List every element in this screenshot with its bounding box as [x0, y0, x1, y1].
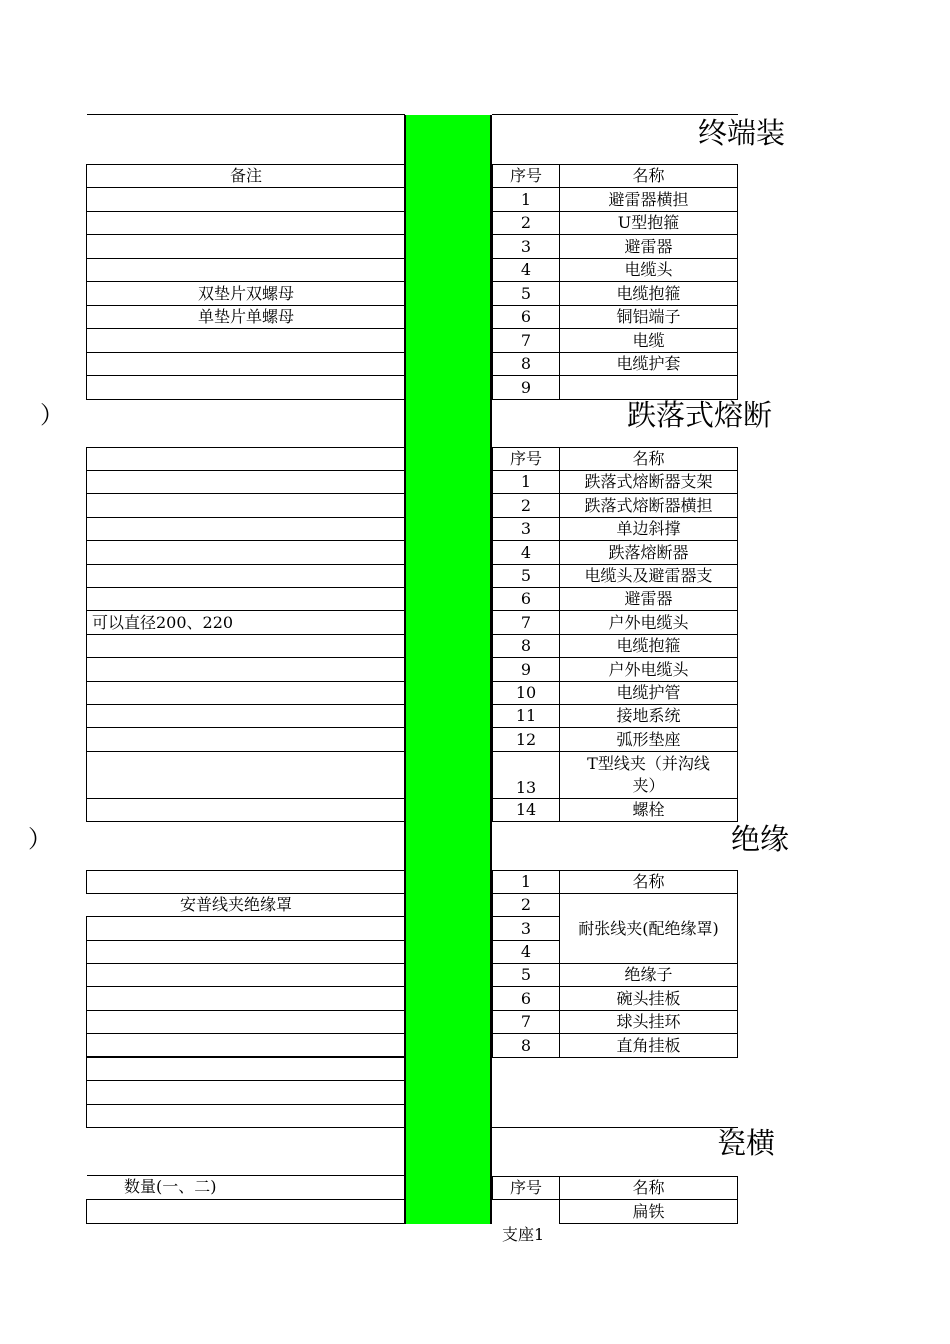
section2-seq-cell: 8	[492, 634, 560, 658]
section2-name-cell: 跌落式熔断器横担	[559, 493, 738, 518]
section2-name-cell: 户外电缆头	[559, 610, 738, 635]
section3-merged-name: 耐张线夹(配绝缘罩)	[559, 893, 738, 964]
section2-seq-cell: 14	[492, 798, 560, 822]
section1-note-cell	[86, 234, 406, 259]
section2-seq-cell: 7	[492, 610, 560, 635]
section3-note-row	[86, 940, 406, 964]
section3-title: 绝缘	[731, 822, 790, 856]
section4-footer-label: 支座1	[502, 1225, 545, 1244]
section3-note-row	[86, 916, 406, 941]
section1-name-header: 名称	[559, 164, 738, 188]
section4-top-rule-right	[492, 1127, 738, 1128]
section2-seq-cell: 2	[492, 493, 560, 518]
section2-name-cell: 螺栓	[559, 798, 738, 822]
section2-top-rule-left	[87, 399, 405, 400]
section1-seq-cell: 9	[492, 375, 560, 400]
section2-note-cell	[86, 751, 406, 799]
section3-note-cell	[86, 963, 406, 987]
section1-seq-cell: 5	[492, 281, 560, 306]
section1-note-cell	[86, 328, 406, 353]
section2-note-cell	[86, 493, 406, 518]
section1-name-cell: 避雷器	[559, 234, 738, 259]
section3-note-cell	[86, 1010, 406, 1034]
section4-note-header: 数量(一、二)	[124, 1177, 217, 1196]
section1-seq-cell: 1	[492, 187, 560, 212]
section1-seq-header: 序号	[492, 164, 560, 188]
section3-seq-cell: 7	[492, 1010, 560, 1034]
section1-seq-cell: 3	[492, 234, 560, 259]
section2-seq-cell: 11	[492, 704, 560, 728]
section2-seq-cell: 5	[492, 564, 560, 588]
section1-name-cell: 避雷器横担	[559, 187, 738, 212]
section1-seq-cell: 6	[492, 305, 560, 329]
section1-name-cell: 电缆头	[559, 258, 738, 282]
section1-note-cell	[86, 375, 406, 400]
section1-name-cell: 铜铝端子	[559, 305, 738, 329]
section3-note-cell	[86, 1033, 406, 1058]
section3-top-rule-left	[87, 821, 405, 822]
section1-note-cell	[86, 352, 406, 376]
section2-note-cell	[86, 798, 406, 822]
section2-name-cell: 接地系统	[559, 704, 738, 728]
section3-name-cell: 碗头挂板	[559, 986, 738, 1011]
section3-name-header: 名称	[559, 870, 738, 894]
section1-name-cell: 电缆护套	[559, 352, 738, 376]
section3-note-header	[86, 870, 406, 894]
section3-note-cell	[86, 986, 406, 1011]
section2-note-cell	[86, 681, 406, 705]
section3-seq-cell: 2	[492, 893, 560, 917]
section2-name-cell: 跌落熔断器	[559, 540, 738, 565]
section4-note-row	[86, 1199, 406, 1224]
section2-name-cell: 户外电缆头	[559, 657, 738, 682]
section1-top-rule-right	[492, 114, 738, 115]
section3-empty-note-row	[86, 1104, 406, 1128]
section2-name-cell: 避雷器	[559, 587, 738, 611]
section4-title: 瓷横	[717, 1126, 776, 1160]
section2-note-cell	[86, 517, 406, 541]
section2-name-cell: 单边斜撑	[559, 517, 738, 541]
section2-seq-cell: 10	[492, 681, 560, 705]
section3-merged-note: 安普线夹绝缘罩	[180, 895, 293, 914]
section3-empty-note-row	[86, 1080, 406, 1105]
section2-name-cell: 弧形垫座	[559, 727, 738, 752]
section2-seq-cell: 3	[492, 517, 560, 541]
section2-seq-cell: 4	[492, 540, 560, 565]
section2-note-cell	[86, 634, 406, 658]
section1-title: 终端装	[698, 116, 786, 150]
section3-name-cell: 球头挂环	[559, 1010, 738, 1034]
section3-seq-header: 1	[492, 870, 560, 894]
section2-paren: ）	[40, 401, 64, 429]
section2-seq-cell: 1	[492, 470, 560, 494]
section2-note-cell	[86, 470, 406, 494]
section2-note-header	[86, 447, 406, 471]
section2-name-cell: T型线夹（并沟线夹）	[559, 751, 738, 799]
section4-name-cell: 扁铁	[559, 1199, 738, 1224]
section1-seq-cell: 8	[492, 352, 560, 376]
section1-name-cell: U型抱箍	[559, 211, 738, 235]
section1-seq-cell: 4	[492, 258, 560, 282]
section1-seq-cell: 2	[492, 211, 560, 235]
section1-top-rule-left	[87, 114, 405, 115]
section2-note-cell	[86, 657, 406, 682]
section1-note-cell	[86, 187, 406, 212]
section3-seq-cell: 5	[492, 963, 560, 987]
section2-name-cell: 电缆抱箍	[559, 634, 738, 658]
section2-seq-cell: 6	[492, 587, 560, 611]
section1-note-cell: 单垫片单螺母	[86, 305, 406, 329]
section2-note-cell	[86, 727, 406, 752]
section1-seq-cell: 7	[492, 328, 560, 353]
section2-name-cell: 电缆头及避雷器支	[559, 564, 738, 588]
section1-name-cell: 电缆抱箍	[559, 281, 738, 306]
section2-name-cell: 电缆护管	[559, 681, 738, 705]
section1-name-cell: 电缆	[559, 328, 738, 353]
section2-seq-cell: 13	[492, 751, 560, 799]
section1-note-cell	[86, 258, 406, 282]
section2-note-cell	[86, 704, 406, 728]
section4-name-header: 名称	[559, 1176, 738, 1200]
section3-seq-cell: 8	[492, 1033, 560, 1058]
section1-note-cell	[86, 211, 406, 235]
section3-seq-cell: 6	[492, 986, 560, 1011]
section1-name-cell	[559, 375, 738, 400]
section1-note-cell: 双垫片双螺母	[86, 281, 406, 306]
section4-rule-left	[87, 1175, 405, 1176]
green-separator-column	[406, 115, 491, 1224]
section2-note-cell: 可以直径200、220	[86, 610, 406, 635]
section2-name-cell: 跌落式熔断器支架	[559, 470, 738, 494]
section4-seq-header: 序号	[492, 1176, 560, 1200]
section2-seq-header: 序号	[492, 447, 560, 471]
section2-seq-cell: 9	[492, 657, 560, 682]
section1-note-header: 备注	[86, 164, 406, 188]
section2-name-header: 名称	[559, 447, 738, 471]
section2-note-cell	[86, 587, 406, 611]
section2-title: 跌落式熔断	[627, 398, 773, 432]
section2-seq-cell: 12	[492, 727, 560, 752]
section3-name-cell: 直角挂板	[559, 1033, 738, 1058]
section3-name-cell: 绝缘子	[559, 963, 738, 987]
section2-note-cell	[86, 540, 406, 565]
section3-seq-cell: 3	[492, 916, 560, 941]
section3-paren: ）	[28, 825, 52, 853]
section2-note-cell	[86, 564, 406, 588]
section3-empty-note-row	[86, 1056, 406, 1081]
section3-seq-cell: 4	[492, 940, 560, 964]
